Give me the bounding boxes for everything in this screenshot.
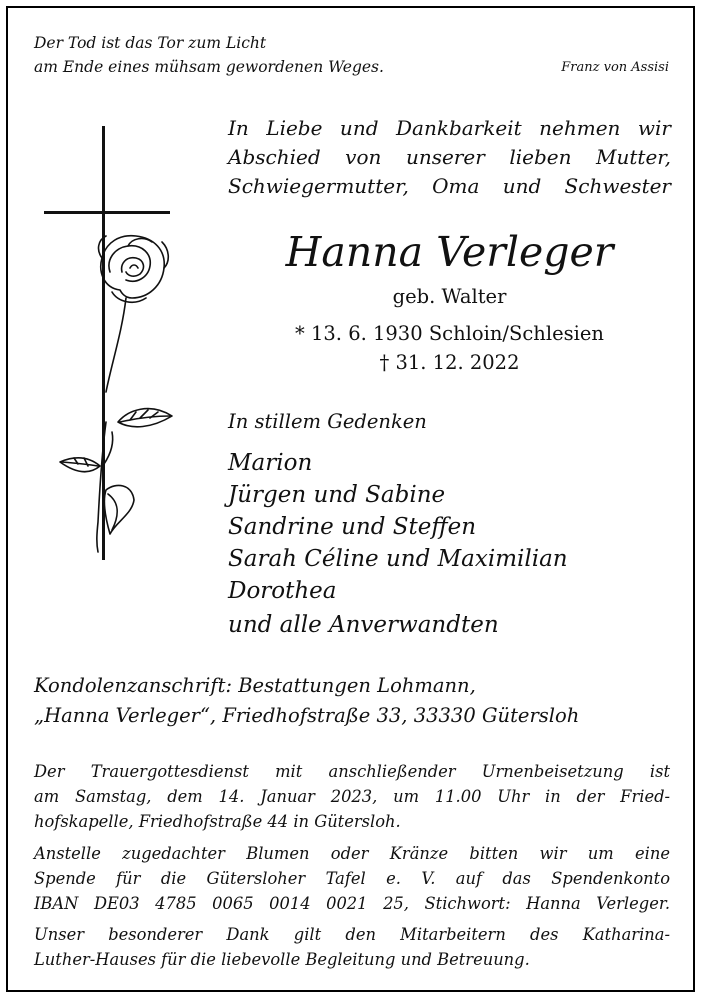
quote-author: Franz von Assisi [561, 60, 669, 75]
service-line-1: Der Trauergottesdienst mit anschließender Urnenbeisetzung ist [34, 762, 670, 781]
intro-line-3: Schwiegermutter, Oma und Schwester [228, 174, 671, 198]
mourner-name: Sandrine und Steffen [228, 514, 477, 540]
service-line-2: am Samstag, dem 14. Januar 2023, um 11.00 Uhr in der Fried- [34, 787, 670, 806]
condolence-line-2: „Hanna Verleger“, Friedhofstraße 33, 33330 Gütersloh [34, 704, 580, 727]
mourner-name: und alle Anverwandten [228, 612, 499, 638]
donation-line-2: Spende für die Gütersloher Tafel e. V. auf das Spendenkonto [34, 869, 670, 888]
rose-icon [60, 236, 172, 552]
quote-line-2: am Ende eines mühsam gewordenen Weges. [34, 58, 384, 76]
intro-line-1: In Liebe und Dankbarkeit nehmen wir [228, 116, 671, 140]
thanks-line-1: Unser besonderer Dank gilt den Mitarbeitern des Katharina- [34, 925, 670, 944]
death-date: † 31. 12. 2022 [379, 351, 520, 374]
maiden-name: geb. Walter [392, 285, 507, 308]
mourner-name: Dorothea [228, 578, 337, 604]
mourner-name: Marion [228, 450, 313, 476]
intro-line-2: Abschied von unserer lieben Mutter, [228, 145, 671, 169]
quote-line-1: Der Tod ist das Tor zum Licht [34, 34, 267, 52]
service-line-3: hofskapelle, Friedhofstraße 44 in Gütersloh. [34, 812, 401, 831]
condolence-line-1: Kondolenzanschrift: Bestattungen Lohmann, [34, 674, 476, 697]
donation-line-1: Anstelle zugedachter Blumen oder Kränze bitten wir um eine [34, 844, 670, 863]
thanks-line-2: Luther-Hauses für die liebevolle Begleitung und Betreuung. [34, 950, 530, 969]
deceased-name: Hanna Verleger [285, 228, 614, 276]
mourners-heading: In stillem Gedenken [228, 410, 427, 433]
cross-with-rose-icon [40, 122, 180, 562]
cross-icon [44, 126, 170, 560]
mourner-name: Sarah Céline und Maximilian [228, 546, 568, 572]
birth-date: * 13. 6. 1930 Schloin/Schlesien [295, 322, 604, 345]
mourner-name: Jürgen und Sabine [228, 482, 446, 508]
donation-line-3: IBAN DE03 4785 0065 0014 0021 25, Stichwort: Hanna Verleger. [34, 894, 670, 913]
